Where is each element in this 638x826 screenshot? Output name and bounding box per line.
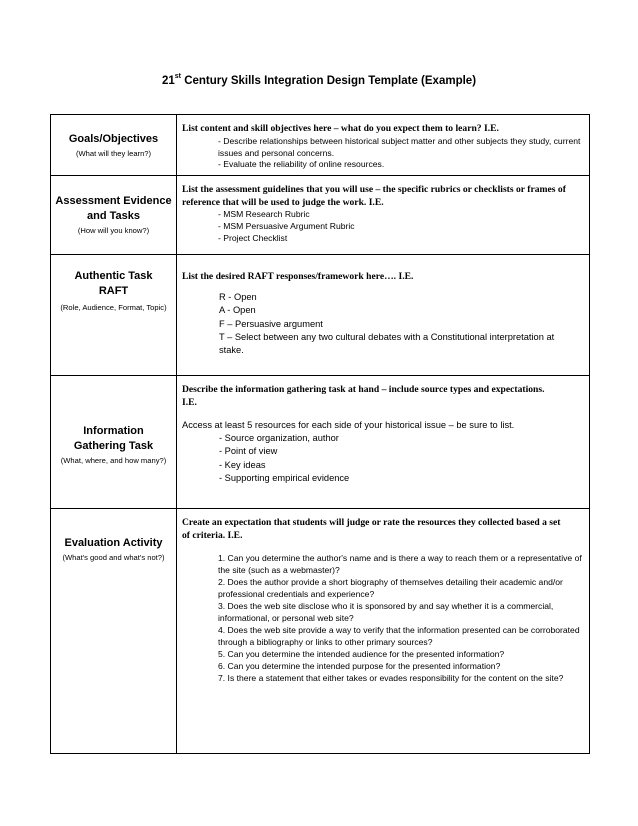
assessment-item: - MSM Research Rubric xyxy=(218,209,310,220)
goals-intro: List content and skill objectives here – what do you expect them to learn? I.E. xyxy=(182,123,499,134)
info-content-cell xyxy=(177,376,590,509)
row-authentic-task xyxy=(51,255,590,376)
title-prefix: 21 xyxy=(161,75,175,87)
assessment-item: - MSM Persuasive Argument Rubric xyxy=(218,220,355,231)
row-evaluation-activity xyxy=(51,509,590,754)
goals-item: - Describe relationships between historical subject matter and other subjects they study, current issues and personal concerns. xyxy=(218,136,581,158)
goals-item: - Evaluate the reliability of online resources. xyxy=(218,159,385,170)
title-text: Century Skills Integration Design Template (Example) xyxy=(181,75,477,87)
row-information-gathering xyxy=(51,376,590,509)
evaluation-label: Evaluation Activity xyxy=(64,537,163,550)
title-superscript: st xyxy=(174,73,181,80)
goals-label-cell xyxy=(51,115,177,176)
info-item: - Supporting empirical evidence xyxy=(219,473,350,483)
evaluation-item: 4. Does the web site provide a way to verify that the information presented can be corroborated through a bibliography or links to other primary sources? xyxy=(218,625,580,648)
evaluation-item: 3. Does the web site disclose who it is sponsored by and say whether it is a commercial, informational, or personal web site? xyxy=(218,601,554,624)
evaluation-item: 2. Does the author provide a short biography of themselves detailing their academic and/or professional credentials and experience? xyxy=(218,577,563,600)
info-item: - Point of view xyxy=(219,446,278,457)
assessment-label-cell xyxy=(51,176,177,255)
raft-item: F – Persuasive argument xyxy=(219,318,323,329)
raft-label-2: RAFT xyxy=(98,285,129,298)
goals-sublabel: (What will they learn?) xyxy=(75,148,152,158)
info-item: - Source organization, author xyxy=(219,433,339,444)
raft-item: R - Open xyxy=(219,292,257,303)
info-label-cell xyxy=(51,376,177,509)
assessment-label-2: and Tasks xyxy=(87,210,140,223)
assessment-sublabel: (How will you know?) xyxy=(77,226,150,236)
info-lead: Access at least 5 resources for each side of your historical issue – be sure to list. xyxy=(182,420,515,431)
goals-label: Goals/Objectives xyxy=(68,132,159,145)
row-assessment-evidence xyxy=(51,176,590,255)
evaluation-item: 6. Can you determine the intended purpose for the presented information? xyxy=(218,661,501,672)
info-label: Information xyxy=(83,425,144,438)
raft-label: Authentic Task xyxy=(74,270,153,283)
row-goals-objectives xyxy=(51,115,590,176)
raft-item: A - Open xyxy=(219,305,256,316)
evaluation-content-cell xyxy=(177,509,590,754)
assessment-item: - Project Checklist xyxy=(218,232,288,243)
evaluation-item: 1. Can you determine the author's name and is there a way to reach them or a representative of the site (such as a webmaster)? xyxy=(218,553,582,576)
info-item: - Key ideas xyxy=(219,459,266,470)
raft-item: T – Select between any two cultural debates with a Constitutional interpretation at stake. xyxy=(219,332,555,356)
raft-intro: List the desired RAFT responses/framework here…. I.E. xyxy=(182,271,414,283)
assessment-intro: List the assessment guidelines that you will use – the specific rubrics or checklists or frames of reference that will be used to judge the work. I.E. xyxy=(182,184,566,209)
info-intro: Describe the information gathering task at hand – include source types and expectations. I.E. xyxy=(182,384,545,409)
evaluation-label-cell xyxy=(51,509,177,754)
design-template-table xyxy=(50,114,590,754)
evaluation-intro: Create an expectation that students will judge or rate the resources they collected based a set of criteria. I.E. xyxy=(182,517,561,542)
info-sublabel: (What, where, and how many?) xyxy=(60,456,167,466)
assessment-content-cell xyxy=(177,176,590,255)
info-label-2: Gathering Task xyxy=(73,440,154,453)
assessment-label: Assessment Evidence xyxy=(55,195,172,208)
goals-content-cell xyxy=(177,115,590,176)
evaluation-item: 7. Is there a statement that either takes or evades responsibility for the content on the site? xyxy=(218,673,564,684)
evaluation-sublabel: (What's good and what's not?) xyxy=(62,553,165,563)
raft-sublabel: (Role, Audience, Format, Topic) xyxy=(60,303,167,313)
raft-label-cell xyxy=(51,255,177,376)
raft-content-cell xyxy=(177,255,590,376)
page-title xyxy=(0,75,638,87)
evaluation-item: 5. Can you determine the intended audience for the presented information? xyxy=(218,649,505,660)
